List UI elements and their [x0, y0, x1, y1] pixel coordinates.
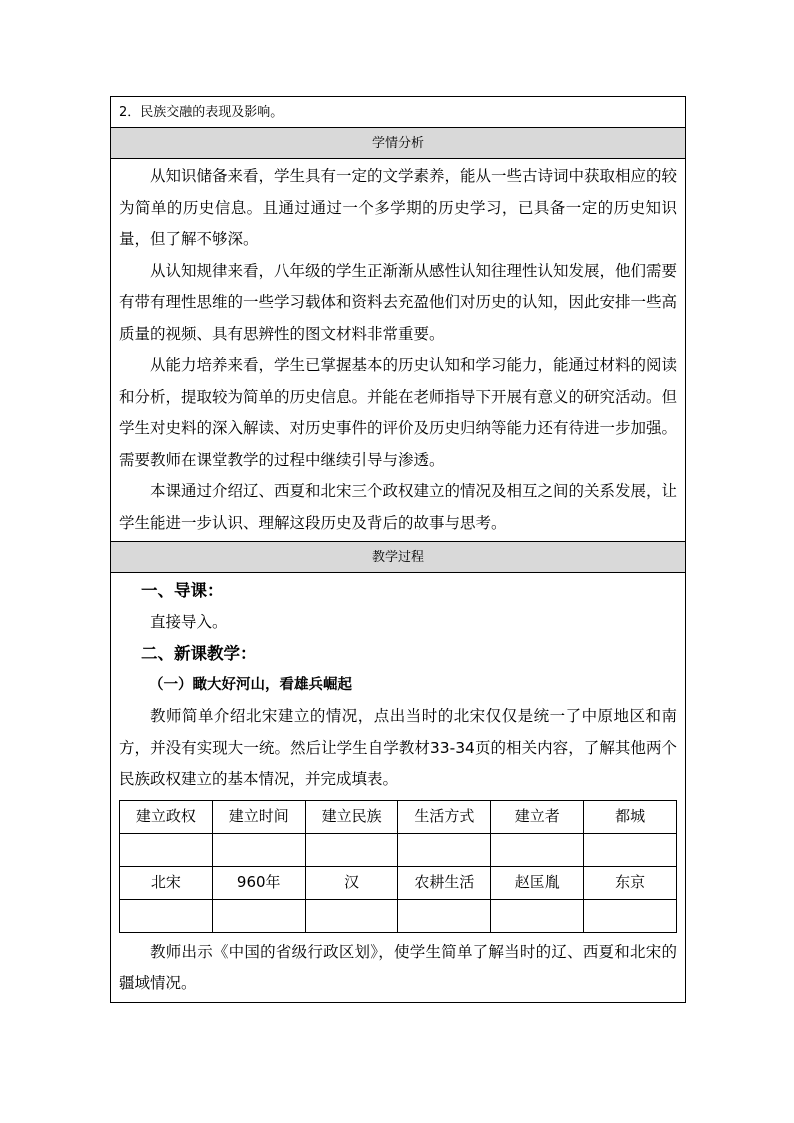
table-row [120, 899, 677, 932]
analysis-paragraph-cognition: 从认知规律来看，八年级的学生正渐渐从感性认知往理性认知发展，他们需要有带有理性思维的一些学习载体和资料去充盈他们对历史的认知，因此安排一些高质量的视频、具有思辨性的图文材料非常重要。 [119, 261, 678, 343]
table-cell: 北宋 [120, 866, 213, 899]
table-header-cell: 建立政权 [120, 800, 213, 833]
analysis-paragraph-lesson: 本课通过介绍辽、西夏和北宋三个政权建立的情况及相互之间的关系发展，让学生能进一步认识、理解这段历史及背后的故事与思考。 [119, 482, 678, 532]
table-header-cell: 建立时间 [212, 800, 305, 833]
table-header-cell: 生活方式 [398, 800, 491, 833]
section-header-teaching-process: 教学过程 [111, 542, 685, 573]
document-table [110, 96, 686, 1003]
objective-line: 2．民族交融的表现及影响。 [111, 97, 685, 128]
subheading-part-one: （一）瞰大好河山，看雄兵崛起 [149, 676, 352, 693]
table-cell [212, 899, 305, 932]
table-cell [398, 833, 491, 866]
table-header-cell: 建立民族 [305, 800, 398, 833]
analysis-paragraph-knowledge: 从知识储备来看，学生具有一定的文学素养，能从一些古诗词中获取相应的较为简单的历史信息。且通过通过一个多学期的历史学习，已具备一定的历史知识量，但了解不够深。 [119, 167, 678, 248]
table-cell [491, 833, 584, 866]
table-cell [212, 833, 305, 866]
section-header-student-analysis: 学情分析 [111, 128, 685, 159]
teaching-paragraph-two: 教师出示《中国的省级行政区划》，使学生简单了解当时的辽、西夏和北宋的疆域情况。 [119, 942, 677, 992]
table-cell [305, 833, 398, 866]
table-cell: 农耕生活 [398, 866, 491, 899]
table-row [120, 866, 677, 899]
table-cell [305, 899, 398, 932]
table-header-cell: 建立者 [491, 800, 584, 833]
table-row [120, 833, 677, 866]
table-cell [584, 899, 677, 932]
table-cell [584, 833, 677, 866]
table-cell [398, 899, 491, 932]
table-cell: 960年 [212, 866, 305, 899]
heading-new-lesson: 二、新课教学： [141, 644, 257, 663]
regime-fill-table [119, 800, 677, 933]
table-cell: 东京 [584, 866, 677, 899]
lead-in-text: 直接导入。 [150, 612, 228, 631]
teaching-process-body [111, 573, 685, 1002]
teaching-paragraph-one: 教师简单介绍北宋建立的情况，点出当时的北宋仅仅是统一了中原地区和南方，并没有实现大一统。然后让学生自学教材33-34页的相关内容，了解其他两个民族政权建立的基本情况，并完成填表。 [119, 707, 677, 788]
table-header-row [120, 800, 677, 833]
table-cell: 赵匡胤 [491, 866, 584, 899]
heading-lead-in: 一、导课： [141, 581, 224, 600]
table-header-cell: 都城 [584, 800, 677, 833]
student-analysis-body [111, 159, 685, 542]
table-cell [120, 833, 213, 866]
table-cell: 汉 [305, 866, 398, 899]
analysis-paragraph-ability: 从能力培养来看，学生已掌握基本的历史认知和学习能力，能通过材料的阅读和分析，提取较为简单的历史信息。并能在老师指导下开展有意义的研究活动。但学生对史料的深入解读、对历史事件的评价及历史归纳等能力还有待进一步加强。需要教师在课堂教学的过程中继续引导与渗透。 [119, 356, 678, 469]
table-cell [120, 899, 213, 932]
table-cell [491, 899, 584, 932]
